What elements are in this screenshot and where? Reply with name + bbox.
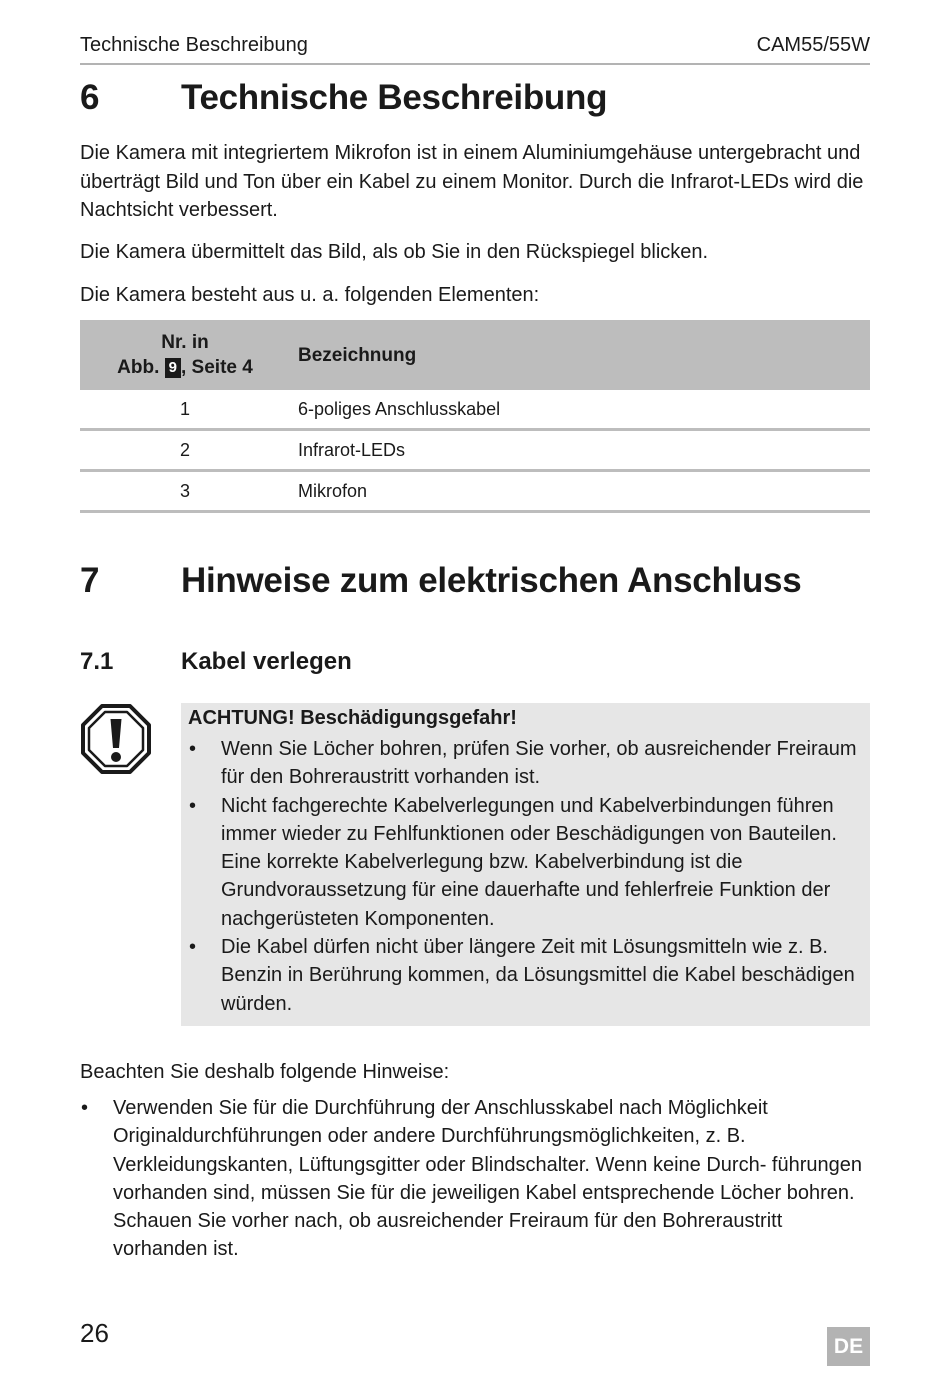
table-cell-name: Mikrofon bbox=[290, 471, 870, 512]
table-cell-number: 3 bbox=[80, 471, 290, 512]
warning-box bbox=[181, 703, 870, 1026]
table-header-number-line1: Nr. in bbox=[161, 332, 209, 353]
section-6-paragraph-1: Die Kamera mit integriertem Mikrofon ist in einem Aluminiumgehäuse untergebracht und überträgt Bild und Ton über ein Kabel zu einem Monitor. Durch die Infrarot-LEDs wird die Nachtsicht verbessert. bbox=[80, 142, 864, 221]
components-table bbox=[80, 320, 870, 513]
section-6-number: 6 bbox=[80, 78, 100, 117]
table-header-number bbox=[80, 320, 290, 390]
table-cell-number: 2 bbox=[80, 430, 290, 471]
section-6-title: Technische Beschreibung bbox=[181, 78, 608, 117]
table-row bbox=[80, 471, 870, 512]
warning-list-item: • Wenn Sie Löcher bohren, prüfen Sie vorher, ob ausreichender Freiraum für den Bohreraustritt vorhanden ist. bbox=[188, 735, 863, 792]
table-header-designation: Bezeichnung bbox=[290, 320, 870, 390]
warning-list-item: • Die Kabel dürfen nicht über längere Zeit mit Lösungsmitteln wie z. B. Benzin in Berührung kommen, da Lösungsmittel die Kabel beschädigen würden. bbox=[188, 933, 863, 1018]
table-cell-number: 1 bbox=[80, 390, 290, 430]
table-row bbox=[80, 390, 870, 430]
table-cell-name: 6-poliges Anschlusskabel bbox=[290, 390, 870, 430]
warning-list-item: • Nicht fachgerechte Kabelverlegungen und Kabelverbindungen führen immer wieder zu Fehlfunktionen oder Beschädigungen von Bauteilen. Eine korrekte Kabelverlegung bzw. Kabelverbindung ist die Grundvoraussetzung für eine dauerhafte und fehlerfreie Funktion der nachgerüsteten Komponenten. bbox=[188, 792, 863, 933]
section-7-1-number: 7.1 bbox=[80, 648, 114, 675]
section-7-1-title: Kabel verlegen bbox=[181, 648, 352, 675]
warning-list bbox=[188, 735, 863, 1018]
page-number: 26 bbox=[80, 1318, 109, 1348]
table-header-page-ref: , Seite 4 bbox=[181, 357, 253, 378]
section-6-paragraph-3: Die Kamera besteht aus u. a. folgenden Elementen: bbox=[80, 284, 540, 306]
page-header bbox=[80, 33, 870, 65]
section-6-paragraph-2: Die Kamera übermittelt das Bild, als ob Sie in den Rückspiegel blicken. bbox=[80, 241, 709, 263]
table-cell-name: Infrarot-LEDs bbox=[290, 430, 870, 471]
table-row bbox=[80, 430, 870, 471]
warning-title: ACHTUNG! Beschädigungsgefahr! bbox=[188, 707, 517, 729]
hinweise-list bbox=[80, 1094, 870, 1264]
header-section-title: Technische Beschreibung bbox=[80, 34, 308, 56]
section-7-title: Hinweise zum elektrischen Anschluss bbox=[181, 561, 802, 600]
warning-octagon-icon bbox=[80, 703, 152, 775]
section-7-number: 7 bbox=[80, 561, 100, 600]
header-product-name: CAM55/55W bbox=[756, 34, 870, 56]
table-header-figure-prefix: Abb. bbox=[117, 357, 160, 378]
language-badge: DE bbox=[827, 1327, 870, 1366]
table-header-row bbox=[80, 320, 870, 390]
figure-number-badge: 9 bbox=[165, 358, 181, 378]
list-item: • Verwenden Sie für die Durchführung der Anschlusskabel nach Möglichkeit Originaldurchführungen oder andere Durchführungsmöglichkeiten, z. B. Verkleidungskanten, Lüftungsgitter oder Blindschalter. Wenn keine Durch- führungen vorhanden sind, müssen Sie für die jeweiligen Kabel entsprechende Löcher bohren. Schauen Sie vorher nach, ob ausreichender Freiraum für den Bohreraustritt vorhanden ist. bbox=[80, 1094, 870, 1264]
hinweise-intro: Beachten Sie deshalb folgende Hinweise: bbox=[80, 1061, 450, 1083]
